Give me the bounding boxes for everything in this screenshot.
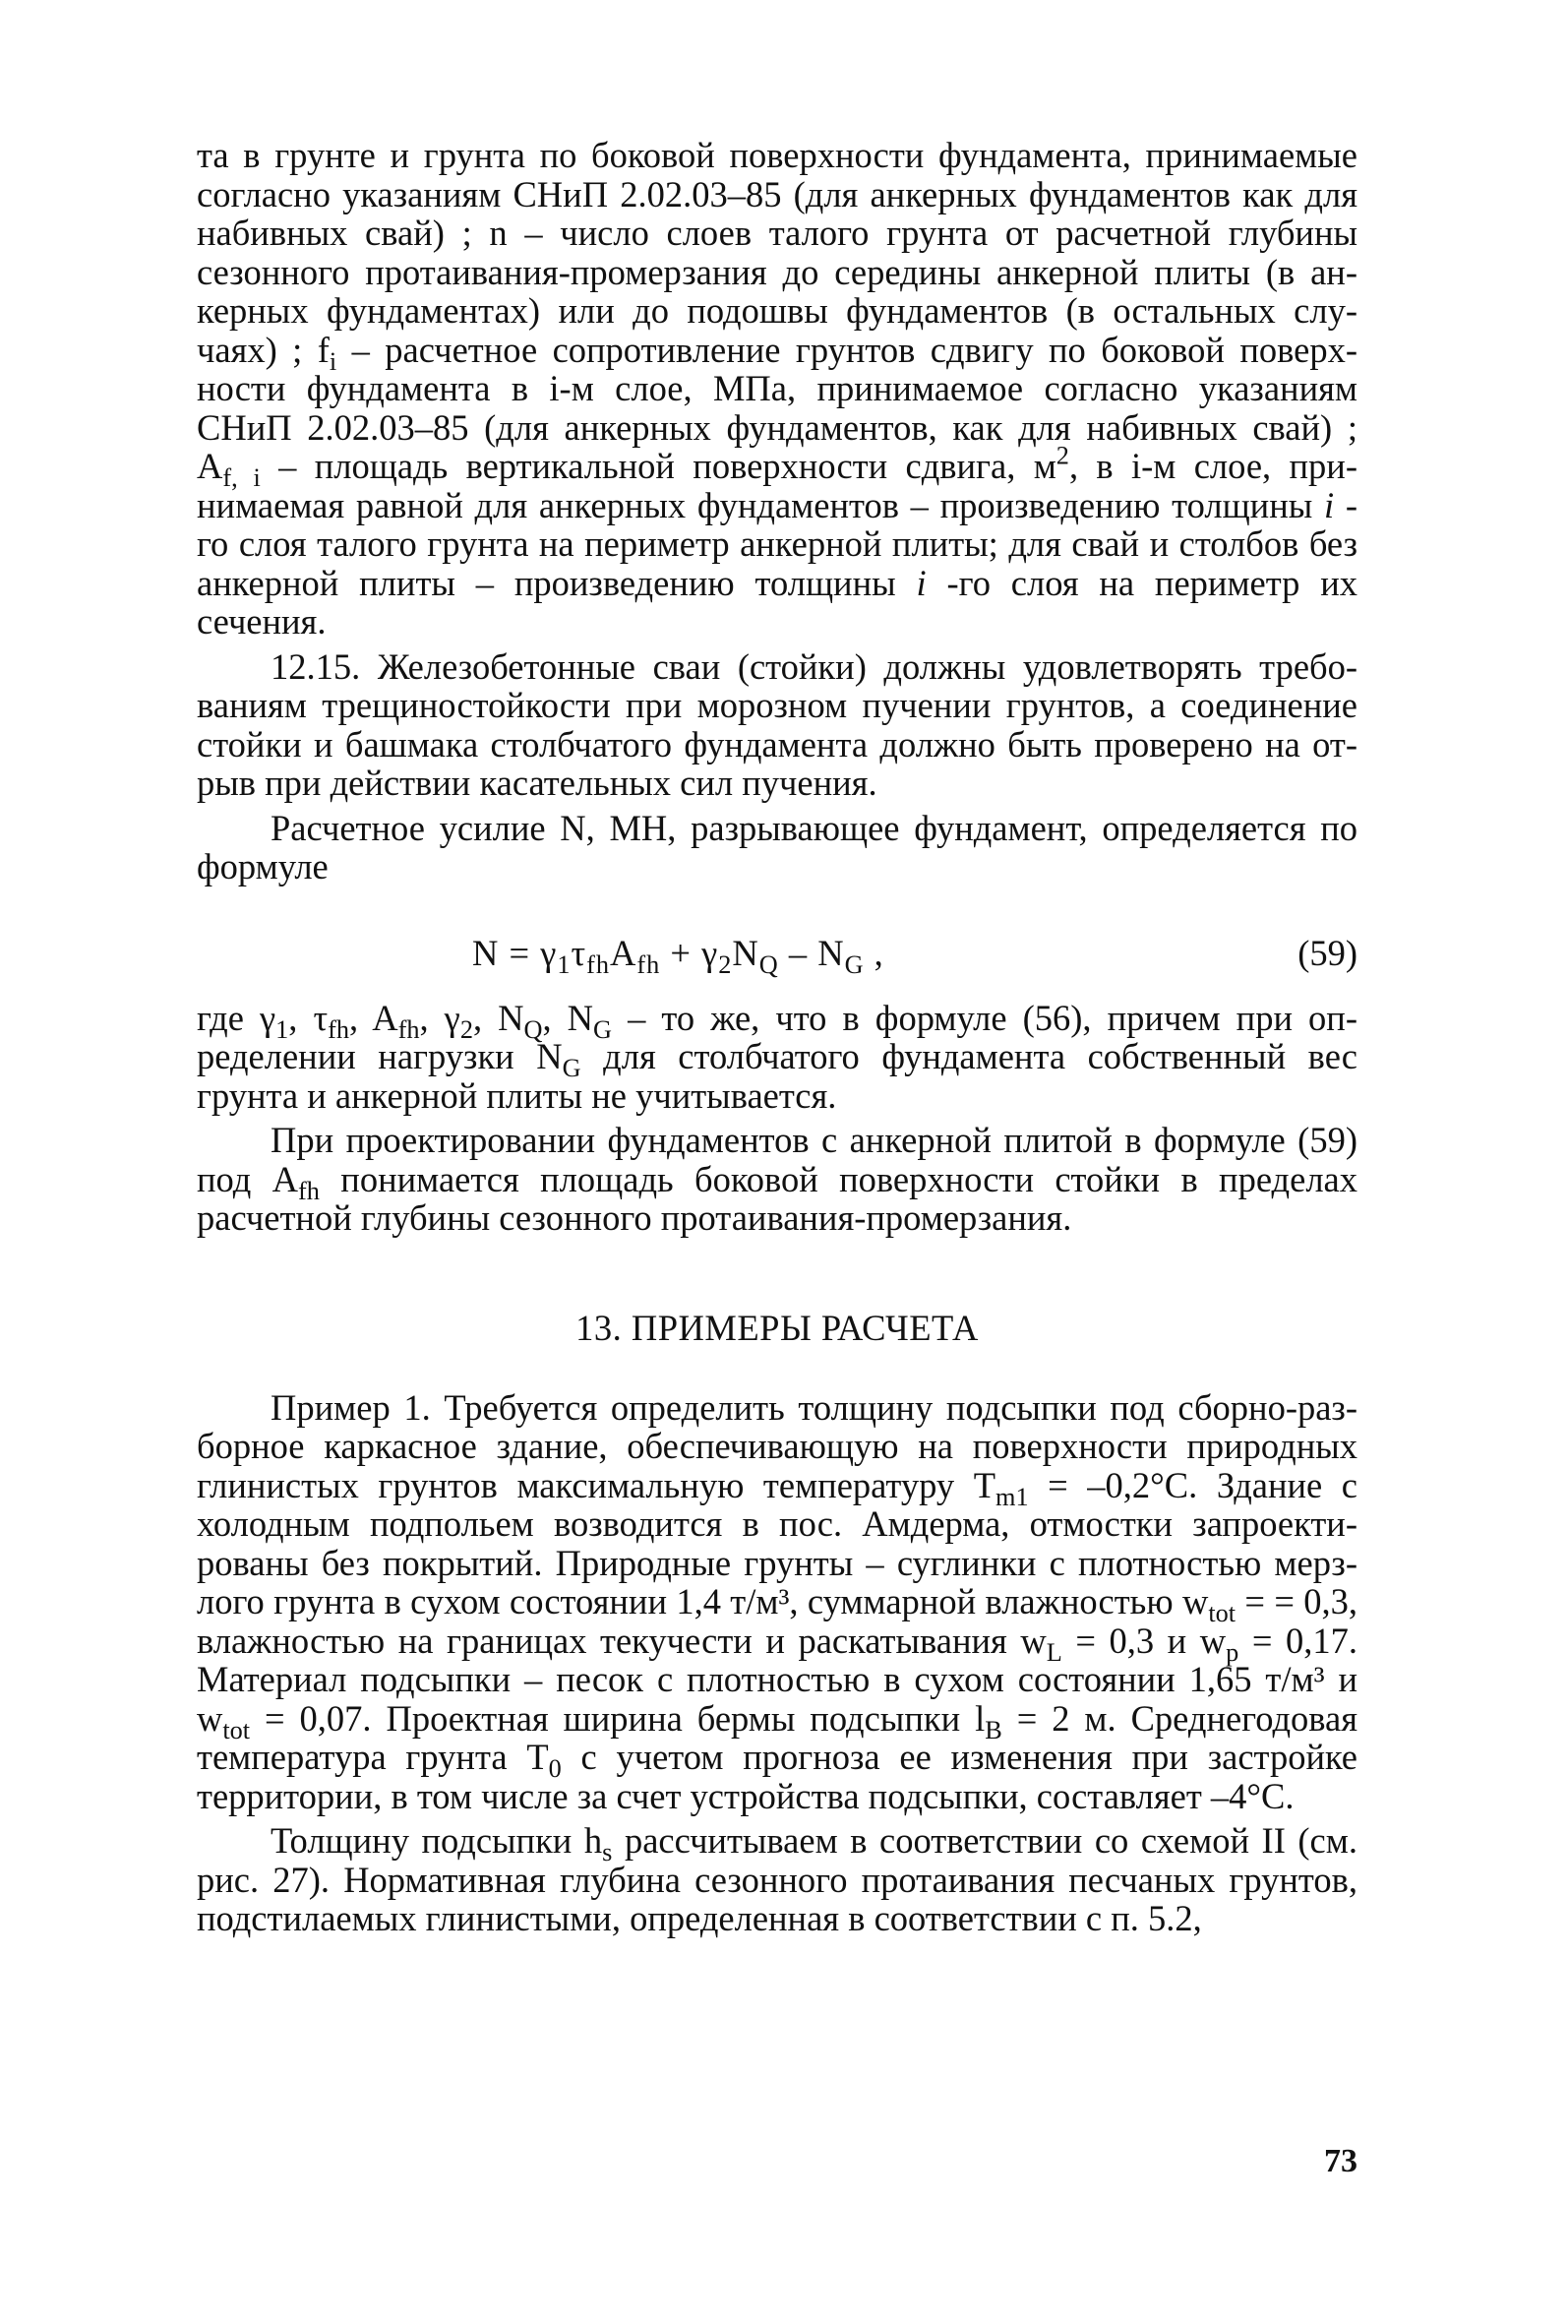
page-number: 73: [1324, 2143, 1357, 2179]
paragraph-12-15: 12.15. Железобетонные сваи (стойки) должны удовлетворять требованиям трещиностойкости при морозном пучении грунтов, а соединение стойки и башмака столбчатого фундамента должно быть проверено на отрыв при действии касательных сил пучения.: [197, 645, 1357, 803]
paragraph-continued: та в грунте и грунта по боковой поверхности фундамента, принимаемые согласно указаниям СНиП 2.02.03–85 (для анкерных фундаментов как для набивных свай) ; n – число слоев талого грунта от расчетной глубины сезонного протаивания-промерзания до середины анкерной плиты (в анкерных фундаментах) или до подошвы фундаментов (в остальных случаях) ; $f_i$ – расчетное сопротивление грунтов сдвигу по боковой поверхности фундамента в i-м слое, МПа, принимаемое согласно указаниям СНиП 2.02.03–85 (для анкерных фундаментов, как для набивных свай) ; $A_{f, i}$ – площадь вертикальной поверхности сдвига, $м^2$, в i-м слое, принимаемая равной для анкерных фундаментов – произведению толщины i -го слоя талого грунта на периметр анкерной плиты; для свай и столбов без анкерной плиты – произведению толщины i -го слоя на периметр их сечения.: [197, 135, 1358, 642]
formula-59: [197, 906, 1357, 989]
paragraph-design: При проектировании фундаментов с анкерной плитой в формуле (59) под $A_{fh}$ понимается площадь боковой поверхности стойки в пределах расчетной глубины сезонного протаивания-промерзания.: [197, 1120, 1357, 1238]
formula-number: (59): [1297, 932, 1357, 973]
paragraph-example: Пример 1. Требуется определить толщину подсыпки под сборно-разборное каркасное здание, обеспечивающую на поверхности природных глинистых грунтов максимальную температуру $T_{m1} = -0,2^\circ С$. Здание с холодным подпольем возводится в пос. Амдерма, отмостки запроектированы без покрытий. Природные грунты – суглинки с плотностью мерзлого грунта в сухом состоянии 1,4 т/м³, суммарной влажностью $w_{tot}$ = = 0,3, влажностью на границах текучести и раскатывания $w_L = 0,3$ и $w_p = 0,17$. Материал подсыпки – песок с плотностью в сухом состоянии 1,65 т/м³ и $w_{tot} = 0,07$. Проектная ширина бермы подсыпки $l_B = 2$ м. Среднегодовая температура грунта $T_0$ с учетом прогноза ее изменения при застройке территории, в том числе за счет устройства подсыпки, составляет –4°С.: [197, 1386, 1358, 1816]
paragraph-thickness: Толщину подсыпки $h_s$ рассчитываем в соответствии со схемой II (см. рис. 27). Нормативная глубина сезонного протаивания песчаных грунтов, подстилаемых глинистыми, определенная в соответствии с п. 5.2,: [197, 1820, 1357, 1938]
paragraph-force: Расчетное усилие N, МН, разрывающее фундамент, определяется по формуле: [197, 807, 1357, 887]
paragraph-where: где $\gamma_1$, $\tau_{fh}$, $A_{fh}$, $\gamma_2$, $N_Q$, $N_G$ – то же, что в формуле (56), причем при определении нагрузки $N_G$ для столбчатого фундамента собственный вес грунта и анкерной плиты не учитывается.: [197, 997, 1357, 1116]
formula-expression: $N = \gamma_1\tau_{fh}A_{fh} + \gamma_2N_Q - N_G$ ,: [472, 932, 884, 979]
section-heading: 13. ПРИМЕРЫ РАСЧЕТА: [575, 1307, 979, 1348]
page-body: [197, 136, 1357, 1938]
